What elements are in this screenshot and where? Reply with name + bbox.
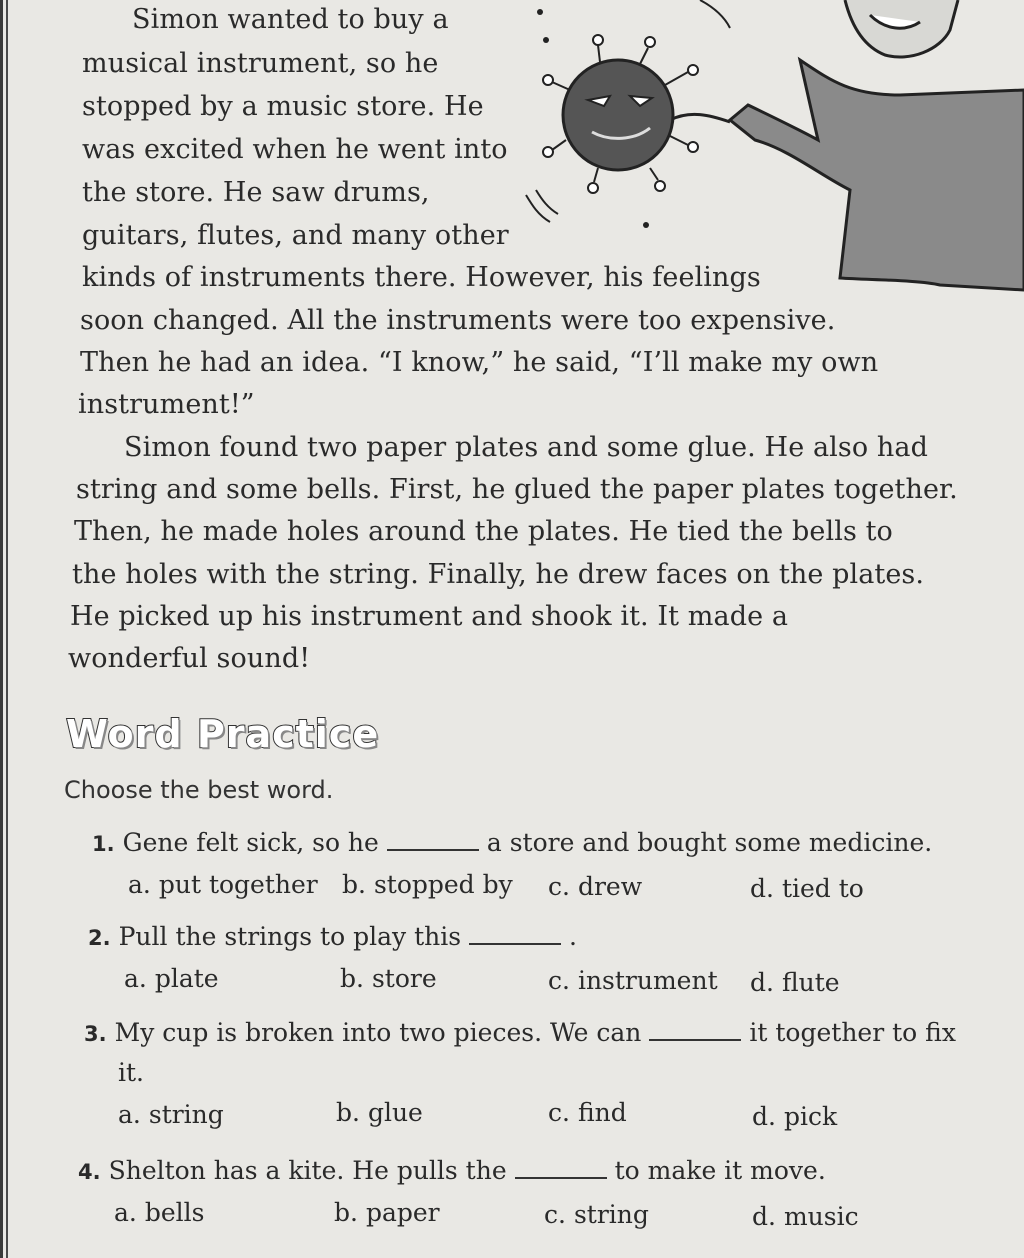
option-1b[interactable]: b. stopped by bbox=[342, 870, 513, 899]
story-line: was excited when he went into bbox=[82, 134, 508, 165]
story-line: instrument!” bbox=[78, 389, 255, 420]
question-4: 4. Shelton has a kite. He pulls the to make it move. bbox=[78, 1156, 826, 1185]
story-line: the holes with the string. Finally, he drew faces on the plates. bbox=[72, 559, 925, 590]
answer-blank[interactable] bbox=[387, 848, 479, 851]
story-line: Then he had an idea. “I know,” he said, “I’ll make my own bbox=[80, 347, 879, 378]
question-3-continued: it. bbox=[118, 1058, 144, 1087]
instructions: Choose the best word. bbox=[64, 776, 334, 804]
option-4b[interactable]: b. paper bbox=[334, 1198, 440, 1227]
option-3b[interactable]: b. glue bbox=[336, 1098, 423, 1127]
option-2c[interactable]: c. instrument bbox=[548, 966, 718, 995]
section-title: Word Practice bbox=[66, 712, 380, 756]
option-2b[interactable]: b. store bbox=[340, 964, 437, 993]
option-3a[interactable]: a. string bbox=[118, 1100, 224, 1129]
option-4d[interactable]: d. music bbox=[752, 1202, 859, 1231]
question-2: 2. Pull the strings to play this . bbox=[88, 922, 577, 951]
story-line: Simon wanted to buy a bbox=[132, 4, 449, 35]
story-line: He picked up his instrument and shook it. It made a bbox=[70, 601, 789, 632]
story-line: guitars, flutes, and many other bbox=[82, 220, 509, 251]
story-line: soon changed. All the instruments were too expensive. bbox=[80, 305, 836, 336]
story-line: kinds of instruments there. However, his feelings bbox=[82, 262, 761, 293]
option-3d[interactable]: d. pick bbox=[752, 1102, 838, 1131]
answer-blank[interactable] bbox=[469, 942, 561, 945]
story-line: wonderful sound! bbox=[68, 643, 311, 674]
option-1a[interactable]: a. put together bbox=[128, 870, 318, 899]
option-1c[interactable]: c. drew bbox=[548, 872, 643, 901]
option-3c[interactable]: c. find bbox=[548, 1098, 627, 1127]
option-2d[interactable]: d. flute bbox=[750, 968, 840, 997]
answer-blank[interactable] bbox=[515, 1176, 607, 1179]
question-1: 1. Gene felt sick, so he a store and bought some medicine. bbox=[92, 828, 933, 857]
boy-with-instrument-illustration bbox=[500, 0, 1024, 300]
answer-blank[interactable] bbox=[649, 1038, 741, 1041]
option-1d[interactable]: d. tied to bbox=[750, 874, 864, 903]
story-line: stopped by a music store. He bbox=[82, 91, 484, 122]
option-2a[interactable]: a. plate bbox=[124, 964, 219, 993]
story-line: string and some bells. First, he glued the paper plates together. bbox=[76, 474, 958, 505]
story-line: the store. He saw drums, bbox=[82, 177, 430, 208]
option-4c[interactable]: c. string bbox=[544, 1200, 649, 1229]
story-line: Simon found two paper plates and some glue. He also had bbox=[124, 432, 928, 463]
story-line: Then, he made holes around the plates. He tied the bells to bbox=[74, 516, 893, 547]
page-binding-edge bbox=[0, 0, 10, 1258]
question-3: 3. My cup is broken into two pieces. We can it together to fix bbox=[84, 1018, 956, 1047]
option-4a[interactable]: a. bells bbox=[114, 1198, 205, 1227]
story-line: musical instrument, so he bbox=[82, 48, 439, 79]
